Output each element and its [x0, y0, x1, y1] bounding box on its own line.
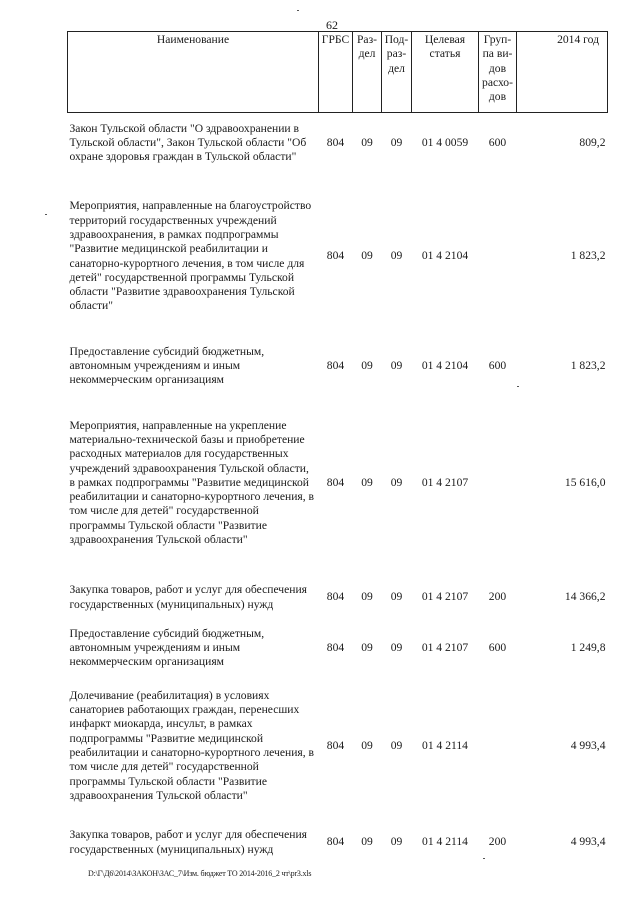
row-name: Мероприятия, направленные на благоустройство территорий государственных учреждений здравоохранения, в рамках подпрограммы "Развитие медицинской реабилитации и санаторно-курортного лечения, в том числе для детей" государственной программы Тульской области "Развитие здравоохранения Тульской области" [69, 199, 312, 313]
row-gruppa: 600 [488, 640, 507, 654]
header-razdel: Раз- дел [353, 32, 382, 113]
header-year-2014: 2014 год [517, 32, 608, 113]
table-row [68, 393, 608, 574]
row-gruppa [479, 174, 517, 340]
row-razdel: 09 [361, 136, 373, 150]
row-gruppa: 600 [488, 136, 507, 150]
table-row [68, 818, 608, 868]
row-name: Мероприятия, направленные на укрепление материально-технической базы и приобретение расходных материалов для государственных учреждений здравоохранения Тульской области, в рамках подпрограммы "Развитие медицинской реабилитации и санаторно-курортного лечения, в том числе для детей" государственной программы Тульской области "Развитие здравоохранения Тульской области" [69, 418, 315, 547]
row-gruppa [479, 393, 517, 574]
row-razdel: 09 [361, 358, 373, 372]
row-grbs: 804 [326, 738, 345, 752]
row-gruppa: 200 [488, 835, 507, 849]
row-name: Предоставление субсидий бюджетным, автономным учреждениям и иным некоммерческим организациям [69, 344, 265, 387]
row-sum: 1 823,2 [570, 249, 606, 263]
row-sum: 15 616,0 [564, 475, 606, 489]
row-podrazdel: 09 [390, 590, 403, 604]
row-podrazdel: 09 [390, 475, 403, 489]
row-razdel: 09 [361, 590, 373, 604]
scan-speck [45, 214, 47, 215]
row-podrazdel: 09 [390, 738, 403, 752]
scan-speck [297, 10, 299, 11]
row-grbs: 804 [326, 590, 345, 604]
scan-speck [483, 858, 485, 859]
row-name: Закон Тульской области "О здравоохранении в Тульской области", Закон Тульской области "Об охране здоровья граждан в Тульской области" [69, 121, 307, 164]
header-name: Наименование [68, 32, 319, 113]
table-row [68, 574, 608, 622]
row-grbs: 804 [326, 640, 345, 654]
row-grbs: 804 [326, 475, 345, 489]
header-gruppa: Груп- па ви- дов расхо- дов [479, 32, 517, 113]
row-grbs: 804 [326, 136, 345, 150]
row-razdel: 09 [361, 475, 373, 489]
row-podrazdel: 09 [390, 640, 403, 654]
row-sum: 4 993,4 [570, 738, 606, 752]
row-celevaya: 01 4 2104 [421, 249, 469, 263]
row-razdel: 09 [361, 249, 373, 263]
row-podrazdel: 09 [390, 358, 403, 372]
page-number: 62 [326, 18, 338, 32]
row-celevaya: 01 4 2114 [422, 835, 468, 849]
budget-table [67, 31, 608, 868]
footer-file-path: D:\Г\Д6\2014\ЗАКОН\ЗАС_7\Изм. бюджет ТО 2014-2016_2 чт\pr3.xls [88, 869, 312, 878]
table-row [68, 174, 608, 340]
table-row [68, 113, 608, 174]
row-podrazdel: 09 [390, 835, 403, 849]
row-sum: 14 366,2 [564, 590, 606, 604]
row-name: Предоставление субсидий бюджетным, автономным учреждениям и иным некоммерческим организациям [69, 626, 265, 669]
row-name: Закупка товаров, работ и услуг для обеспечения государственных (муниципальных) нужд [69, 583, 308, 611]
row-celevaya: 01 4 2114 [422, 738, 468, 752]
table-header-row [68, 32, 608, 113]
row-gruppa: 600 [488, 358, 507, 372]
header-celevaya: Целевая статья [412, 32, 479, 113]
row-gruppa: 200 [488, 590, 507, 604]
row-sum: 809,2 [579, 136, 606, 150]
row-sum: 1 823,2 [570, 358, 606, 372]
row-grbs: 804 [326, 249, 345, 263]
header-podrazdel: Под- раз- дел [382, 32, 412, 113]
row-celevaya: 01 4 0059 [421, 136, 469, 150]
scan-speck [517, 386, 519, 387]
row-name: Долечивание (реабилитация) в условиях санаториев работающих граждан, перенесших инфаркт миокарда, инсульт, в рамках подпрограммы "Развитие медицинской реабилитации и санаторно-курортного лечения, в том числе для детей" государственной программы Тульской области "Развитие здравоохранения Тульской области" [69, 688, 315, 802]
row-podrazdel: 09 [390, 249, 403, 263]
table-row [68, 675, 608, 818]
row-gruppa [479, 675, 517, 818]
table-row [68, 622, 608, 675]
row-razdel: 09 [361, 835, 373, 849]
row-sum: 1 249,8 [570, 640, 606, 654]
row-grbs: 804 [326, 835, 345, 849]
row-celevaya: 01 4 2107 [421, 590, 469, 604]
row-celevaya: 01 4 2107 [421, 640, 469, 654]
header-grbs: ГРБС [319, 32, 353, 113]
row-razdel: 09 [361, 640, 373, 654]
row-celevaya: 01 4 2107 [421, 475, 469, 489]
row-sum: 4 993,4 [570, 835, 606, 849]
row-grbs: 804 [326, 358, 345, 372]
table-row [68, 340, 608, 393]
row-razdel: 09 [361, 738, 373, 752]
row-podrazdel: 09 [390, 136, 403, 150]
row-name: Закупка товаров, работ и услуг для обеспечения государственных (муниципальных) нужд [69, 828, 308, 856]
row-celevaya: 01 4 2104 [421, 358, 469, 372]
